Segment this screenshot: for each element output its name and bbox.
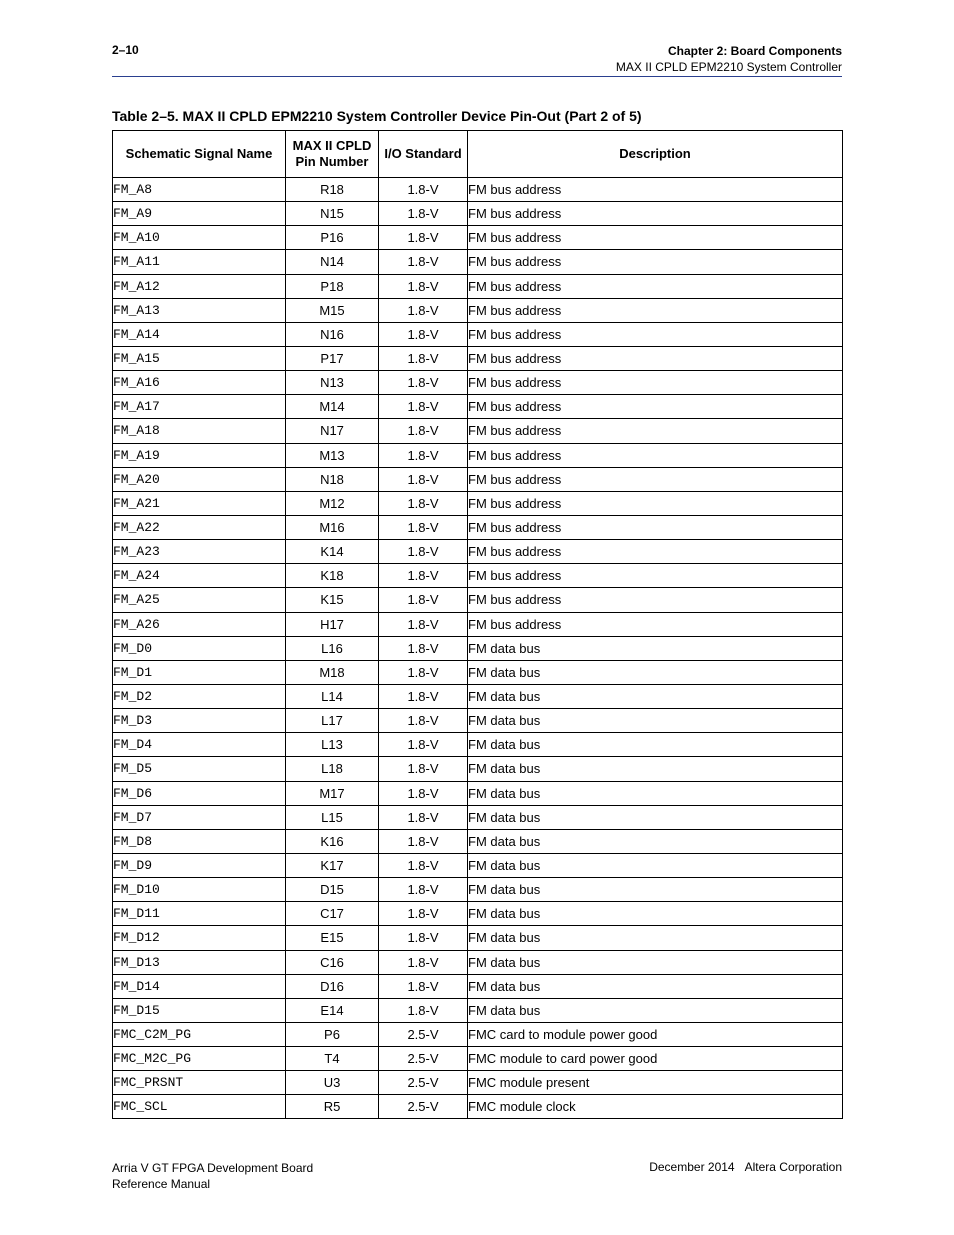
pin-number-cell: E14 bbox=[286, 998, 379, 1022]
description-cell: FM data bus bbox=[468, 926, 843, 950]
pin-number-cell: L15 bbox=[286, 805, 379, 829]
pin-number-cell: R18 bbox=[286, 178, 379, 202]
signal-name-cell: FM_A24 bbox=[113, 564, 286, 588]
footer-document bbox=[112, 1160, 313, 1192]
description-cell: FM data bus bbox=[468, 781, 843, 805]
pin-number-cell: N13 bbox=[286, 371, 379, 395]
io-standard-cell: 1.8-V bbox=[379, 178, 468, 202]
signal-name-cell: FM_A11 bbox=[113, 250, 286, 274]
description-cell: FM data bus bbox=[468, 902, 843, 926]
description-cell: FM bus address bbox=[468, 419, 843, 443]
table-row bbox=[113, 564, 843, 588]
signal-name-cell: FM_A13 bbox=[113, 298, 286, 322]
io-standard-cell: 1.8-V bbox=[379, 371, 468, 395]
pin-number-cell: K18 bbox=[286, 564, 379, 588]
table-row bbox=[113, 853, 843, 877]
table-row bbox=[113, 419, 843, 443]
pin-number-cell: P17 bbox=[286, 346, 379, 370]
io-standard-cell: 1.8-V bbox=[379, 491, 468, 515]
io-standard-cell: 1.8-V bbox=[379, 274, 468, 298]
signal-name-cell: FM_D6 bbox=[113, 781, 286, 805]
description-cell: FM data bus bbox=[468, 733, 843, 757]
io-standard-cell: 1.8-V bbox=[379, 757, 468, 781]
signal-name-cell: FM_A23 bbox=[113, 540, 286, 564]
signal-name-cell: FM_D10 bbox=[113, 878, 286, 902]
io-standard-cell: 1.8-V bbox=[379, 540, 468, 564]
io-standard-cell: 1.8-V bbox=[379, 298, 468, 322]
description-cell: FM bus address bbox=[468, 250, 843, 274]
pin-number-cell: P18 bbox=[286, 274, 379, 298]
pin-number-cell: M13 bbox=[286, 443, 379, 467]
pin-number-cell: L14 bbox=[286, 684, 379, 708]
section-title: MAX II CPLD EPM2210 System Controller bbox=[615, 60, 842, 74]
io-standard-cell: 1.8-V bbox=[379, 998, 468, 1022]
pin-number-cell: K15 bbox=[286, 588, 379, 612]
table-row bbox=[113, 588, 843, 612]
description-cell: FMC card to module power good bbox=[468, 1022, 843, 1046]
io-standard-cell: 1.8-V bbox=[379, 322, 468, 346]
table-row bbox=[113, 540, 843, 564]
io-standard-cell: 1.8-V bbox=[379, 250, 468, 274]
table-row bbox=[113, 1071, 843, 1095]
table-row bbox=[113, 902, 843, 926]
io-standard-cell: 2.5-V bbox=[379, 1071, 468, 1095]
signal-name-cell: FM_A18 bbox=[113, 419, 286, 443]
description-cell: FM data bus bbox=[468, 757, 843, 781]
pin-number-cell: C17 bbox=[286, 902, 379, 926]
io-standard-cell: 1.8-V bbox=[379, 346, 468, 370]
chapter-title: Chapter 2: Board Components bbox=[667, 44, 842, 58]
description-cell: FM bus address bbox=[468, 395, 843, 419]
signal-name-cell: FM_D5 bbox=[113, 757, 286, 781]
description-cell: FM data bus bbox=[468, 998, 843, 1022]
footer-publisher bbox=[649, 1160, 842, 1174]
table-row bbox=[113, 636, 843, 660]
io-standard-cell: 1.8-V bbox=[379, 467, 468, 491]
io-standard-cell: 1.8-V bbox=[379, 588, 468, 612]
description-cell: FM data bus bbox=[468, 684, 843, 708]
table-row bbox=[113, 660, 843, 684]
table-row bbox=[113, 250, 843, 274]
description-cell: FM bus address bbox=[468, 564, 843, 588]
table-row bbox=[113, 491, 843, 515]
table-row bbox=[113, 612, 843, 636]
description-cell: FMC module present bbox=[468, 1071, 843, 1095]
pin-number-cell: K17 bbox=[286, 853, 379, 877]
description-cell: FM bus address bbox=[468, 202, 843, 226]
pin-number-cell: M17 bbox=[286, 781, 379, 805]
table-row bbox=[113, 274, 843, 298]
description-cell: FM data bus bbox=[468, 805, 843, 829]
description-cell: FM bus address bbox=[468, 467, 843, 491]
pin-number-cell: D16 bbox=[286, 974, 379, 998]
pin-number-cell: K14 bbox=[286, 540, 379, 564]
io-standard-cell: 1.8-V bbox=[379, 974, 468, 998]
table-body bbox=[113, 178, 843, 1119]
signal-name-cell: FM_D3 bbox=[113, 709, 286, 733]
pin-number-cell: M18 bbox=[286, 660, 379, 684]
pin-number-cell: H17 bbox=[286, 612, 379, 636]
table-row bbox=[113, 805, 843, 829]
io-standard-cell: 1.8-V bbox=[379, 853, 468, 877]
io-standard-cell: 1.8-V bbox=[379, 829, 468, 853]
footer-doc-type: Reference Manual bbox=[112, 1177, 211, 1191]
pin-number-cell: L16 bbox=[286, 636, 379, 660]
pin-number-cell: M16 bbox=[286, 515, 379, 539]
pin-number-cell: E15 bbox=[286, 926, 379, 950]
signal-name-cell: FM_D0 bbox=[113, 636, 286, 660]
io-standard-cell: 2.5-V bbox=[379, 1095, 468, 1119]
signal-name-cell: FM_A10 bbox=[113, 226, 286, 250]
description-cell: FM bus address bbox=[468, 515, 843, 539]
table-caption: Table 2–5. MAX II CPLD EPM2210 System Controller Device Pin-Out (Part 2 of 5) bbox=[112, 108, 642, 124]
io-standard-cell: 1.8-V bbox=[379, 226, 468, 250]
signal-name-cell: FM_D12 bbox=[113, 926, 286, 950]
signal-name-cell: FM_A26 bbox=[113, 612, 286, 636]
table-row bbox=[113, 346, 843, 370]
table-header-row bbox=[113, 131, 843, 178]
signal-name-cell: FMC_C2M_PG bbox=[113, 1022, 286, 1046]
io-standard-cell: 1.8-V bbox=[379, 515, 468, 539]
signal-name-cell: FM_A17 bbox=[113, 395, 286, 419]
io-standard-cell: 1.8-V bbox=[379, 805, 468, 829]
signal-name-cell: FM_A15 bbox=[113, 346, 286, 370]
table-row bbox=[113, 1022, 843, 1046]
signal-name-cell: FM_D4 bbox=[113, 733, 286, 757]
table-row bbox=[113, 443, 843, 467]
pin-number-cell: P16 bbox=[286, 226, 379, 250]
io-standard-cell: 1.8-V bbox=[379, 781, 468, 805]
description-cell: FM bus address bbox=[468, 443, 843, 467]
table-row bbox=[113, 926, 843, 950]
pin-number-cell: L17 bbox=[286, 709, 379, 733]
description-cell: FM data bus bbox=[468, 660, 843, 684]
description-cell: FMC module to card power good bbox=[468, 1047, 843, 1071]
footer-company: Altera Corporation bbox=[744, 1160, 842, 1174]
signal-name-cell: FM_A9 bbox=[113, 202, 286, 226]
pin-number-cell: N17 bbox=[286, 419, 379, 443]
description-cell: FM data bus bbox=[468, 853, 843, 877]
io-standard-cell: 2.5-V bbox=[379, 1047, 468, 1071]
io-standard-cell: 1.8-V bbox=[379, 564, 468, 588]
signal-name-cell: FM_A21 bbox=[113, 491, 286, 515]
signal-name-cell: FM_D8 bbox=[113, 829, 286, 853]
io-standard-cell: 1.8-V bbox=[379, 443, 468, 467]
io-standard-cell: 1.8-V bbox=[379, 612, 468, 636]
pin-number-cell: N14 bbox=[286, 250, 379, 274]
pin-number-cell: C16 bbox=[286, 950, 379, 974]
table-row bbox=[113, 950, 843, 974]
description-cell: FM bus address bbox=[468, 298, 843, 322]
table-row bbox=[113, 371, 843, 395]
page-number: 2–10 bbox=[112, 43, 139, 57]
column-header-pin bbox=[286, 131, 379, 178]
signal-name-cell: FM_D7 bbox=[113, 805, 286, 829]
header-rule bbox=[112, 76, 842, 77]
pin-number-cell: D15 bbox=[286, 878, 379, 902]
pin-number-cell: M14 bbox=[286, 395, 379, 419]
signal-name-cell: FM_D13 bbox=[113, 950, 286, 974]
description-cell: FM data bus bbox=[468, 950, 843, 974]
pin-number-cell: N16 bbox=[286, 322, 379, 346]
io-standard-cell: 1.8-V bbox=[379, 902, 468, 926]
description-cell: FM data bus bbox=[468, 636, 843, 660]
description-cell: FM bus address bbox=[468, 612, 843, 636]
io-standard-cell: 1.8-V bbox=[379, 709, 468, 733]
signal-name-cell: FM_D1 bbox=[113, 660, 286, 684]
footer-date: December 2014 bbox=[649, 1160, 735, 1174]
description-cell: FM bus address bbox=[468, 540, 843, 564]
table-row bbox=[113, 515, 843, 539]
description-cell: FM data bus bbox=[468, 829, 843, 853]
pin-number-cell: N15 bbox=[286, 202, 379, 226]
signal-name-cell: FM_A16 bbox=[113, 371, 286, 395]
signal-name-cell: FM_A14 bbox=[113, 322, 286, 346]
description-cell: FM bus address bbox=[468, 274, 843, 298]
column-header-pin-line2: Pin Number bbox=[295, 154, 369, 169]
pinout-table bbox=[112, 130, 843, 1119]
description-cell: FM bus address bbox=[468, 226, 843, 250]
description-cell: FM data bus bbox=[468, 709, 843, 733]
signal-name-cell: FM_A20 bbox=[113, 467, 286, 491]
description-cell: FM data bus bbox=[468, 878, 843, 902]
description-cell: FM bus address bbox=[468, 491, 843, 515]
table-row bbox=[113, 202, 843, 226]
io-standard-cell: 1.8-V bbox=[379, 950, 468, 974]
column-header-description: Description bbox=[468, 131, 843, 178]
signal-name-cell: FM_D9 bbox=[113, 853, 286, 877]
pin-number-cell: M15 bbox=[286, 298, 379, 322]
table-row bbox=[113, 1095, 843, 1119]
description-cell: FM bus address bbox=[468, 322, 843, 346]
signal-name-cell: FM_A22 bbox=[113, 515, 286, 539]
table-row bbox=[113, 878, 843, 902]
signal-name-cell: FM_A12 bbox=[113, 274, 286, 298]
table-row bbox=[113, 1047, 843, 1071]
table-row bbox=[113, 395, 843, 419]
signal-name-cell: FM_A25 bbox=[113, 588, 286, 612]
pin-number-cell: K16 bbox=[286, 829, 379, 853]
table-row bbox=[113, 684, 843, 708]
io-standard-cell: 1.8-V bbox=[379, 878, 468, 902]
pin-number-cell: L13 bbox=[286, 733, 379, 757]
io-standard-cell: 1.8-V bbox=[379, 636, 468, 660]
table-row bbox=[113, 781, 843, 805]
table-row bbox=[113, 709, 843, 733]
table-row bbox=[113, 998, 843, 1022]
pin-number-cell: T4 bbox=[286, 1047, 379, 1071]
io-standard-cell: 1.8-V bbox=[379, 419, 468, 443]
io-standard-cell: 1.8-V bbox=[379, 395, 468, 419]
description-cell: FM bus address bbox=[468, 346, 843, 370]
signal-name-cell: FMC_SCL bbox=[113, 1095, 286, 1119]
pin-number-cell: P6 bbox=[286, 1022, 379, 1046]
table-row bbox=[113, 226, 843, 250]
description-cell: FM data bus bbox=[468, 974, 843, 998]
description-cell: FMC module clock bbox=[468, 1095, 843, 1119]
pin-number-cell: N18 bbox=[286, 467, 379, 491]
footer-doc-title: Arria V GT FPGA Development Board bbox=[112, 1161, 314, 1175]
signal-name-cell: FMC_PRSNT bbox=[113, 1071, 286, 1095]
io-standard-cell: 1.8-V bbox=[379, 926, 468, 950]
table-row bbox=[113, 757, 843, 781]
column-header-io: I/O Standard bbox=[379, 131, 468, 178]
table-row bbox=[113, 322, 843, 346]
signal-name-cell: FMC_M2C_PG bbox=[113, 1047, 286, 1071]
description-cell: FM bus address bbox=[468, 588, 843, 612]
pin-number-cell: M12 bbox=[286, 491, 379, 515]
table-row bbox=[113, 467, 843, 491]
signal-name-cell: FM_D14 bbox=[113, 974, 286, 998]
pin-number-cell: L18 bbox=[286, 757, 379, 781]
table-row bbox=[113, 178, 843, 202]
signal-name-cell: FM_D15 bbox=[113, 998, 286, 1022]
pin-number-cell: R5 bbox=[286, 1095, 379, 1119]
table-row bbox=[113, 974, 843, 998]
column-header-pin-line1: MAX II CPLD bbox=[292, 138, 372, 153]
table-row bbox=[113, 829, 843, 853]
io-standard-cell: 1.8-V bbox=[379, 202, 468, 226]
column-header-signal: Schematic Signal Name bbox=[113, 131, 286, 178]
io-standard-cell: 2.5-V bbox=[379, 1022, 468, 1046]
table-row bbox=[113, 298, 843, 322]
table-row bbox=[113, 733, 843, 757]
running-header bbox=[616, 43, 842, 75]
io-standard-cell: 1.8-V bbox=[379, 684, 468, 708]
description-cell: FM bus address bbox=[468, 178, 843, 202]
signal-name-cell: FM_A8 bbox=[113, 178, 286, 202]
pin-number-cell: U3 bbox=[286, 1071, 379, 1095]
signal-name-cell: FM_D11 bbox=[113, 902, 286, 926]
io-standard-cell: 1.8-V bbox=[379, 660, 468, 684]
signal-name-cell: FM_A19 bbox=[113, 443, 286, 467]
io-standard-cell: 1.8-V bbox=[379, 733, 468, 757]
signal-name-cell: FM_D2 bbox=[113, 684, 286, 708]
description-cell: FM bus address bbox=[468, 371, 843, 395]
